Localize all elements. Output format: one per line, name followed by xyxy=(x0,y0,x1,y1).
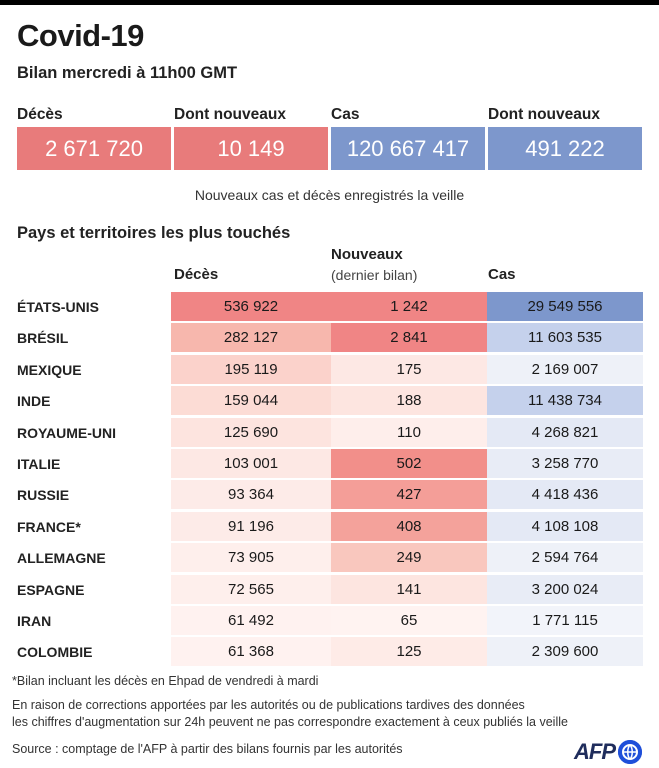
cell-cases: 2 309 600 xyxy=(487,637,643,666)
summary-value-new-cases: 491 222 xyxy=(488,127,642,170)
cell-deaths: 282 127 xyxy=(171,323,331,352)
column-header-new: Nouveaux xyxy=(331,246,403,263)
row-label-country: ESPAGNE xyxy=(17,582,85,598)
summary-value-cases: 120 667 417 xyxy=(331,127,485,170)
cell-cases: 2 594 764 xyxy=(487,543,643,572)
afp-logo xyxy=(574,738,642,766)
cell-new: 141 xyxy=(331,575,487,604)
row-label-country: MEXIQUE xyxy=(17,362,82,378)
row-label-country: IRAN xyxy=(17,613,52,629)
cell-new: 1 242 xyxy=(331,292,487,321)
summary-value-deaths: 2 671 720 xyxy=(17,127,171,170)
cell-new: 188 xyxy=(331,386,487,415)
cell-cases: 4 108 108 xyxy=(487,512,643,541)
summary-note: Nouveaux cas et décès enregistrés la veille xyxy=(194,187,465,203)
row-label-country: BRÉSIL xyxy=(17,330,69,346)
cell-new: 427 xyxy=(331,480,487,509)
cell-deaths: 103 001 xyxy=(171,449,331,478)
summary-label-new-deaths: Dont nouveaux xyxy=(174,106,286,123)
page-title: Covid-19 xyxy=(17,18,144,53)
cell-new: 249 xyxy=(331,543,487,572)
cell-deaths: 195 119 xyxy=(171,355,331,384)
column-header-deaths: Décès xyxy=(174,266,219,283)
row-label-country: RUSSIE xyxy=(17,487,70,503)
summary-label-new-cases: Dont nouveaux xyxy=(488,106,600,123)
column-subheader-new: (dernier bilan) xyxy=(331,267,418,283)
row-label-country: COLOMBIE xyxy=(17,644,93,660)
cell-deaths: 61 368 xyxy=(171,637,331,666)
asterisk-footnote: *Bilan incluant les décès en Ehpad de vendredi à mardi xyxy=(12,674,319,688)
cell-cases: 4 268 821 xyxy=(487,418,643,447)
row-label-country: ÉTATS-UNIS xyxy=(17,299,99,315)
column-header-cases: Cas xyxy=(488,266,516,283)
cell-cases: 3 200 024 xyxy=(487,575,643,604)
page-subtitle: Bilan mercredi à 11h00 GMT xyxy=(17,64,238,82)
cell-deaths: 93 364 xyxy=(171,480,331,509)
afp-logo-mark xyxy=(618,740,642,764)
row-label-country: INDE xyxy=(17,393,51,409)
cell-deaths: 125 690 xyxy=(171,418,331,447)
row-label-country: ROYAUME-UNI xyxy=(17,425,117,441)
row-label-country: ALLEMAGNE xyxy=(17,550,106,566)
cell-deaths: 159 044 xyxy=(171,386,331,415)
row-label-country: FRANCE* xyxy=(17,519,81,535)
cell-cases: 3 258 770 xyxy=(487,449,643,478)
source-note: Source : comptage de l'AFP à partir des bilans fournis par les autorités xyxy=(12,742,403,756)
top-rule xyxy=(0,0,659,5)
cell-new: 65 xyxy=(331,606,487,635)
cell-new: 125 xyxy=(331,637,487,666)
cell-cases: 11 603 535 xyxy=(487,323,643,352)
cell-cases: 11 438 734 xyxy=(487,386,643,415)
correction-note-line2: les chiffres d'augmentation sur 24h peuvent ne pas correspondre exactement à ceux publiés la veille xyxy=(12,715,568,729)
cell-cases: 29 549 556 xyxy=(487,292,643,321)
correction-note-line1: En raison de corrections apportées par les autorités ou de publications tardives des données xyxy=(12,698,525,712)
cell-new: 110 xyxy=(331,418,487,447)
cell-deaths: 91 196 xyxy=(171,512,331,541)
cell-cases: 2 169 007 xyxy=(487,355,643,384)
cell-cases: 1 771 115 xyxy=(487,606,643,635)
cell-deaths: 73 905 xyxy=(171,543,331,572)
cell-new: 408 xyxy=(331,512,487,541)
afp-logo-text: AFP xyxy=(574,739,615,764)
row-label-country: ITALIE xyxy=(17,456,61,472)
cell-deaths: 61 492 xyxy=(171,606,331,635)
cell-new: 175 xyxy=(331,355,487,384)
cell-deaths: 536 922 xyxy=(171,292,331,321)
cell-deaths: 72 565 xyxy=(171,575,331,604)
cell-new: 502 xyxy=(331,449,487,478)
table-title: Pays et territoires les plus touchés xyxy=(17,224,291,242)
cell-cases: 4 418 436 xyxy=(487,480,643,509)
summary-label-deaths: Décès xyxy=(17,106,63,123)
summary-label-cases: Cas xyxy=(331,106,360,123)
summary-value-new-deaths: 10 149 xyxy=(174,127,328,170)
cell-new: 2 841 xyxy=(331,323,487,352)
